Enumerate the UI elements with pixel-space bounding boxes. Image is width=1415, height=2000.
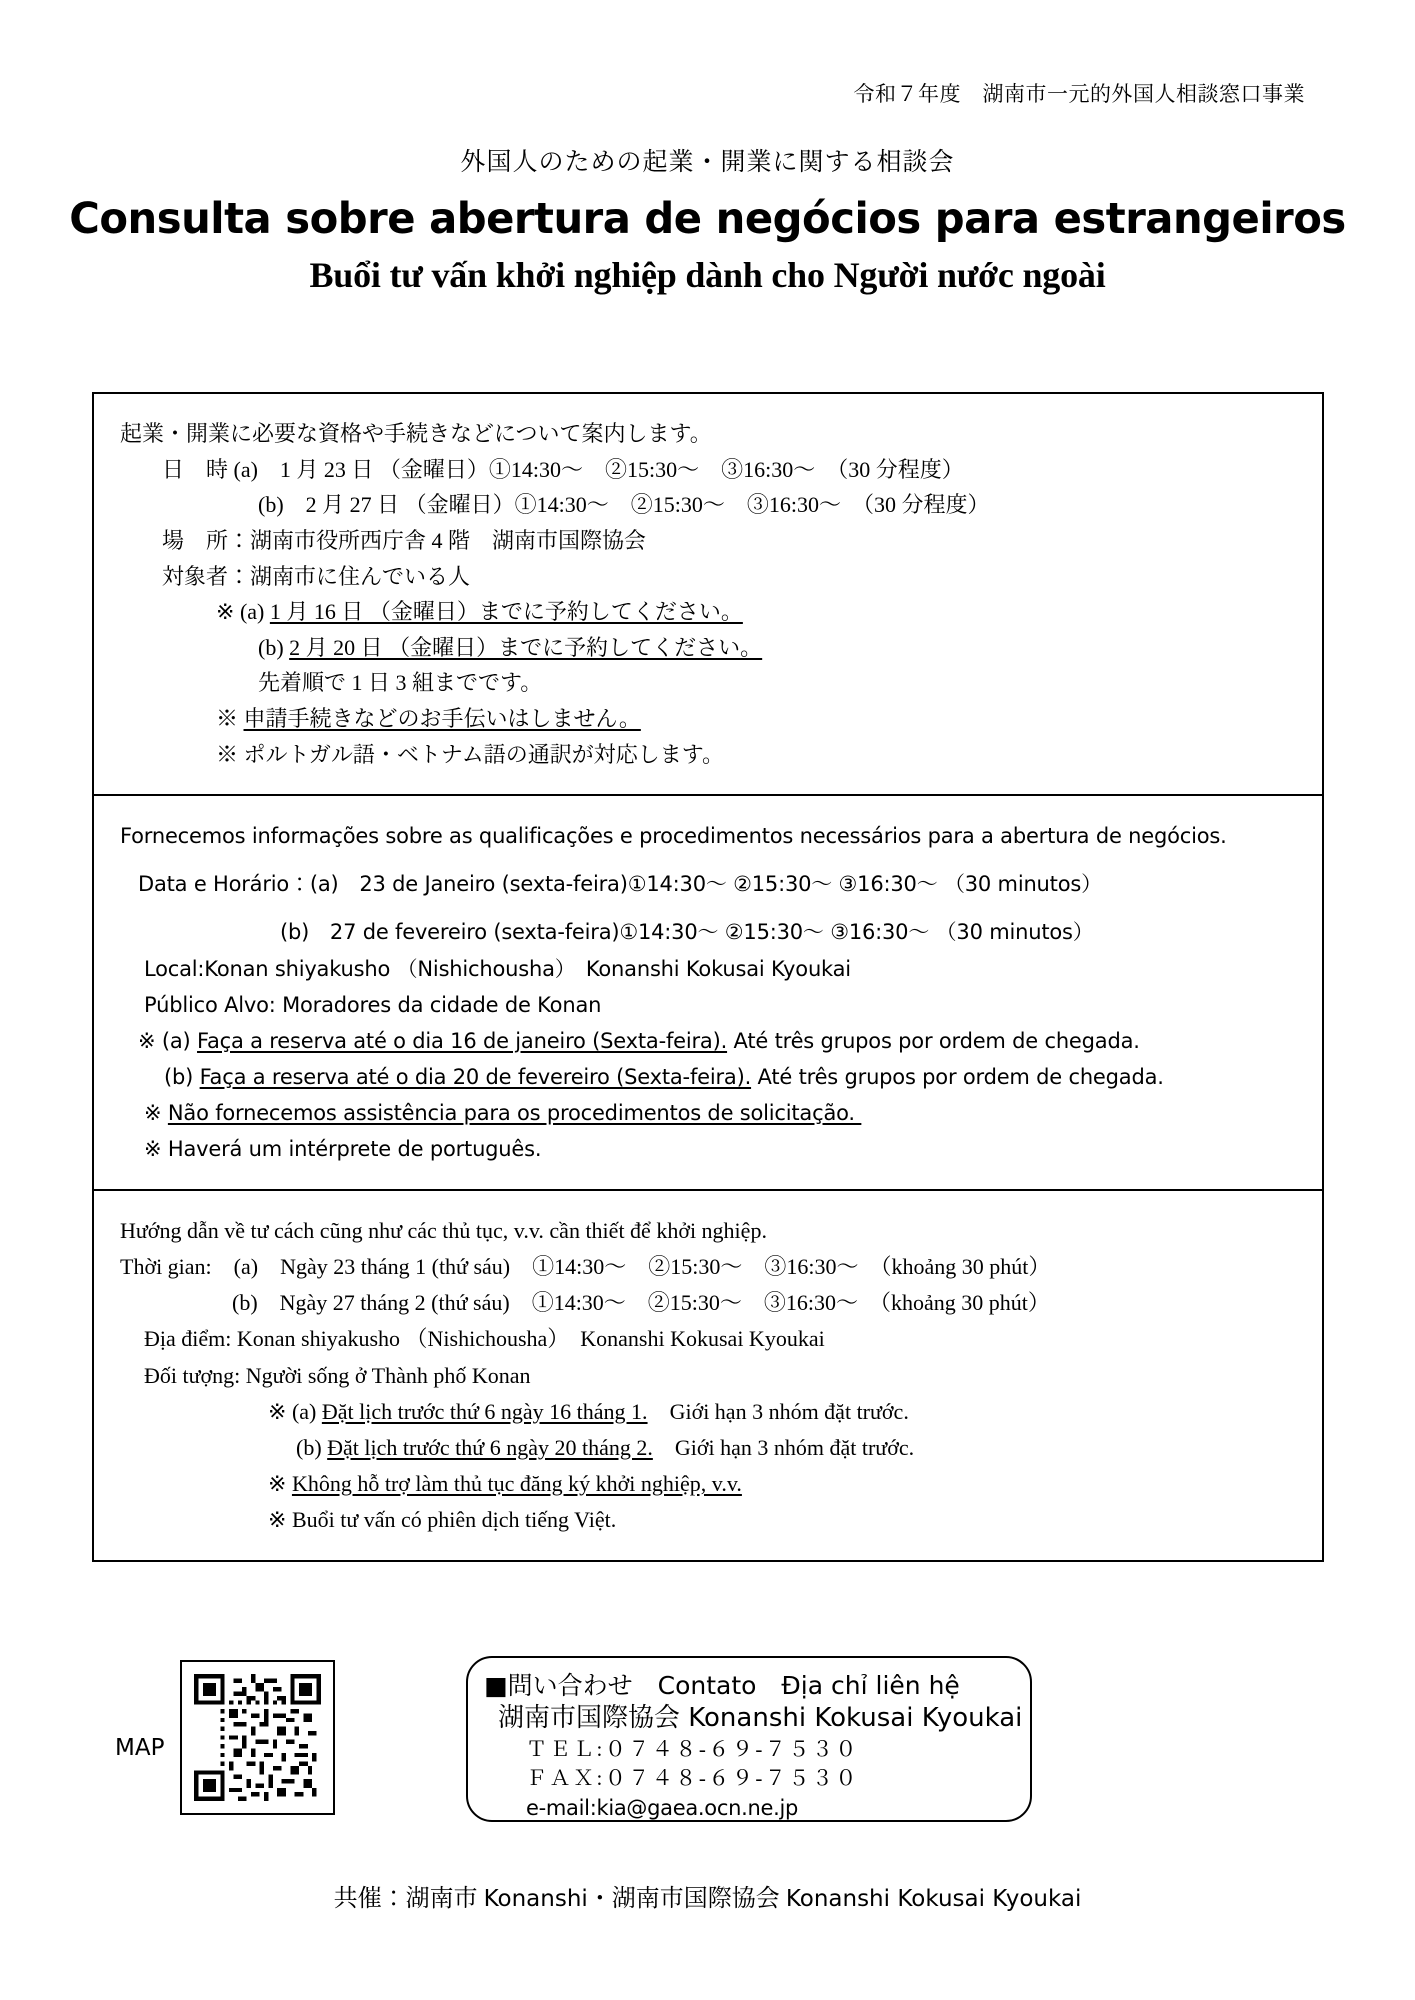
pt-place: Local:Konan shiyakusho （Nishichousha） Konanshi Kokusai Kyoukai: [144, 956, 851, 981]
pt-note-no-help-text: Não fornecemos assistência para os procedimentos de solicitação.: [167, 1101, 862, 1126]
title-japanese: 外国人のための起業・開業に関する相談会: [460, 149, 955, 176]
title-vietnamese: Buổi tư vấn khởi nghiệp dành cho Người nước ngoài: [309, 255, 1106, 295]
vi-note-a-label: (a): [291, 1398, 317, 1424]
footer-area: [92, 1650, 1324, 1850]
section-vietnamese: [94, 1189, 1322, 1560]
ja-note-no-help-mark: ※: [216, 706, 239, 731]
qr-code-image: [180, 1660, 335, 1815]
pt-note-a-label: (a): [161, 1028, 191, 1053]
vi-note-a-underlined: Đặt lịch trước thứ 6 ngày 16 tháng 1.: [321, 1398, 648, 1424]
pt-note-a-mark: ※: [138, 1028, 156, 1053]
contact-box: [466, 1656, 1032, 1822]
ja-note-b-text: 2 月 20 日 （金曜日）までに予約してください。: [289, 634, 763, 660]
ja-note-limit: 先着順で 1 日 3 組までです。: [258, 670, 543, 696]
vi-note-interpreter-text: Buổi tư vấn có phiên dịch tiếng Việt.: [291, 1506, 617, 1532]
pt-note-interpreter: [120, 1131, 1296, 1167]
pt-spacer-2: [120, 902, 1296, 914]
vi-note-a-mark: ※: [268, 1398, 287, 1424]
vi-note-b-rest: Giới hạn 3 nhóm đặt trước.: [652, 1434, 915, 1460]
ja-place: 場 所：湖南市役所西庁舎 4 階 湖南市国際協会: [162, 527, 647, 553]
ja-note-a-mark: ※: [216, 599, 235, 625]
vi-place: Địa điểm: Konan shiyakusho （Nishichousha） Konanshi Kokusai Kyoukai: [144, 1326, 825, 1352]
vi-note-interpreter-mark: ※: [268, 1506, 287, 1532]
vi-note-no-help-text: Không hỗ trợ làm thủ tục đăng ký khởi nghiệp, v.v.: [291, 1470, 742, 1496]
title-block: [0, 142, 1415, 296]
ja-datetime-b: (b) 2 月 27 日 （金曜日）①14:30〜 ②15:30〜 ③16:30〜 （30 分程度）: [258, 492, 990, 518]
ja-note-a-text: 1 月 16 日 （金曜日）までに予約してください。: [269, 599, 743, 625]
ja-note-interpreter: [120, 737, 1296, 773]
pt-note-interpreter-text: Haverá um intérprete de português.: [167, 1137, 542, 1162]
map-label: MAP: [115, 1735, 165, 1761]
ja-intro: 起業・開業に必要な資格や手続きなどについて案内します。: [120, 421, 712, 446]
pt-intro: Fornecemos informações sobre as qualificações e procedimentos necessários para a abertura de negócios.: [120, 824, 1227, 849]
vi-note-b-underlined: Đặt lịch trước thứ 6 ngày 20 tháng 2.: [327, 1434, 653, 1460]
cohost-mid: ・湖南市国際協会: [587, 1886, 786, 1912]
pt-datetime-a: Data e Horário：(a) 23 de Janeiro (sexta-feira)①14:30〜 ②15:30〜 ③16:30〜 （30 minutos）: [138, 872, 1102, 897]
section-portuguese: [94, 794, 1322, 1189]
vi-note-b: [120, 1430, 1296, 1466]
vi-datetime-b: (b) Ngày 27 tháng 2 (thứ sáu) ①14:30〜 ②15:30〜 ③16:30〜 （khoảng 30 phút）: [232, 1290, 1050, 1316]
cohost-latin-konanshi: Konanshi: [483, 1886, 588, 1912]
vi-note-b-label: (b): [296, 1434, 322, 1460]
section-japanese: [94, 394, 1322, 794]
ja-datetime-label: 日 時: [162, 456, 229, 482]
pt-note-b-underlined: Faça a reserva até o dia 20 de fevereiro (Sexta-feira).: [199, 1064, 752, 1089]
vi-note-interpreter: [120, 1502, 1296, 1538]
pt-note-interpreter-mark: ※: [144, 1137, 162, 1162]
contact-heading: ■問い合わせ Contato Địa chỉ liên hệ: [484, 1671, 960, 1700]
ja-note-a-label: (a): [239, 599, 265, 625]
cohost-prefix: 共催：湖南市: [333, 1886, 484, 1912]
cohost-line: [0, 1878, 1415, 1913]
pt-audience: Público Alvo: Moradores da cidade de Konan: [144, 992, 602, 1017]
ja-audience: 対象者：湖南市に住んでいる人: [162, 563, 471, 589]
ja-note-no-help-text: 申請手続きなどのお手伝いはしません。: [243, 706, 641, 731]
vi-audience: Đối tượng: Người sống ở Thành phố Konan: [144, 1362, 531, 1388]
ja-note-b-label: (b): [258, 634, 284, 660]
contact-email: e-mail:kia@gaea.ocn.ne.jp: [526, 1796, 799, 1821]
pt-note-a-rest: Até três grupos por ordem de chegada.: [727, 1028, 1140, 1053]
contact-fax: ＦＡＸ:０７４８-６９-７５３０: [526, 1766, 859, 1791]
vi-note-a-rest: Giới hạn 3 nhóm đặt trước.: [647, 1398, 909, 1424]
contact-organization: 湖南市国際協会 Konanshi Kokusai Kyoukai: [498, 1703, 1023, 1733]
contact-tel: ＴＥＬ:０７４８-６９-７５３０: [526, 1736, 859, 1761]
pt-note-no-help-mark: ※: [144, 1101, 162, 1126]
ja-note-no-help: [120, 701, 1296, 737]
pt-datetime-b: (b) 27 de fevereiro (sexta-feira)①14:30〜 ②15:30〜 ③16:30〜 （30 minutos）: [280, 920, 1094, 945]
ja-note-interpreter-text: ポルトガル語・ベトナム語の通訳が対応します。: [243, 741, 724, 767]
pt-note-b-label: (b): [164, 1064, 194, 1089]
pt-note-a: [120, 1023, 1296, 1059]
content-box: [92, 392, 1324, 1562]
vi-note-a: [120, 1394, 1296, 1430]
ja-datetime-a-value: (a) 1 月 23 日 （金曜日）①14:30〜 ②15:30〜 ③16:30〜 （30 分程度）: [233, 456, 964, 482]
pt-note-b-rest: Até três grupos por ordem de chegada.: [751, 1064, 1164, 1089]
vi-note-no-help-mark: ※: [268, 1470, 287, 1496]
ja-datetime-a: [120, 452, 1296, 488]
vi-datetime-a: Thời gian: (a) Ngày 23 tháng 1 (thứ sáu) ①14:30〜 ②15:30〜 ③16:30〜 （khoảng 30 phút）: [120, 1254, 1051, 1280]
pt-note-a-underlined: Faça a reserva até o dia 16 de janeiro (Sexta-feira).: [197, 1028, 728, 1053]
pt-note-b: [120, 1059, 1296, 1095]
qr-code-svg: [194, 1674, 321, 1801]
pt-spacer: [120, 854, 1296, 866]
ja-note-a: [120, 594, 1296, 630]
title-portuguese: Consulta sobre abertura de negócios para estrangeiros: [69, 194, 1346, 244]
ja-note-interpreter-mark: ※: [216, 741, 239, 767]
vi-intro: Hướng dẫn về tư cách cũng như các thủ tục, v.v. cần thiết để khởi nghiệp.: [120, 1218, 767, 1244]
fiscal-year-header: 令和７年度 湖南市一元的外国人相談窓口事業: [853, 82, 1305, 106]
pt-note-no-help: [120, 1095, 1296, 1131]
cohost-latin-kia: Konanshi Kokusai Kyoukai: [785, 1886, 1082, 1912]
ja-note-b: [120, 630, 1296, 666]
vi-note-no-help: [120, 1466, 1296, 1502]
